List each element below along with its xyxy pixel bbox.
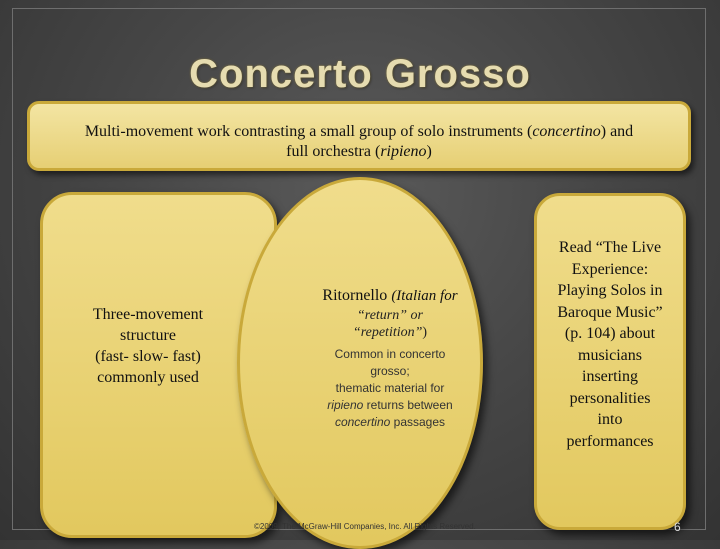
translation-line: “return” or (356, 308, 423, 323)
description-text: passages (390, 415, 446, 429)
reading-line: into (597, 411, 623, 428)
reading-line: performances (566, 432, 654, 450)
structure-line: commonly used (97, 369, 199, 386)
definition-term-ripieno: ripieno (380, 143, 427, 160)
ritornello-description (304, 346, 476, 431)
description-line (304, 397, 476, 414)
structure-line: Three-movement (92, 306, 204, 323)
reading-line: Baroque Music” (557, 303, 663, 321)
description-line (304, 414, 476, 431)
reading-line: Experience: (571, 260, 649, 278)
page-number: 6 (674, 520, 681, 534)
ritornello-heading (292, 286, 488, 306)
structure-text (58, 304, 238, 388)
translation-close: ) (422, 325, 428, 340)
definition-text: full orchestra ( (286, 143, 381, 160)
reading-line: musicians (578, 346, 642, 364)
reading-text (538, 237, 682, 452)
definition-term-concertino: concertino (532, 123, 601, 140)
reading-line: (p. 104) about (564, 325, 656, 342)
description-line: Common in concerto (334, 347, 446, 361)
reading-line: Playing Solos in (557, 282, 663, 299)
description-text: returns between (363, 398, 453, 412)
structure-line: structure (120, 327, 176, 344)
definition-line-1 (30, 122, 688, 142)
ritornello-translation (300, 307, 480, 341)
description-term-ripieno: ripieno (327, 398, 364, 412)
description-line: thematic material for (335, 381, 445, 395)
description-term-concertino: concertino (334, 415, 391, 429)
reading-line: personalities (569, 389, 651, 407)
structure-line: (fast- slow- fast) (95, 348, 201, 365)
slide-title: Concerto Grosso (189, 52, 531, 96)
definition-text: Multi-movement work contrasting a small group of solo instruments ( (84, 123, 533, 140)
copyright-notice: ©2009, The McGraw-Hill Companies, Inc. All Rights Reserved. (254, 522, 476, 531)
definition-text: ) (426, 143, 432, 160)
reading-line: Read “The Live (558, 239, 662, 256)
description-line: grosso; (370, 364, 410, 378)
definition-box (27, 101, 691, 171)
ritornello-paren: (Italian for (391, 288, 458, 304)
definition-text: ) and (600, 123, 634, 140)
translation-line: “repetition” (352, 325, 423, 340)
ritornello-term: Ritornello (322, 287, 388, 304)
definition-line-2 (30, 142, 688, 162)
reading-line: inserting (582, 368, 638, 385)
